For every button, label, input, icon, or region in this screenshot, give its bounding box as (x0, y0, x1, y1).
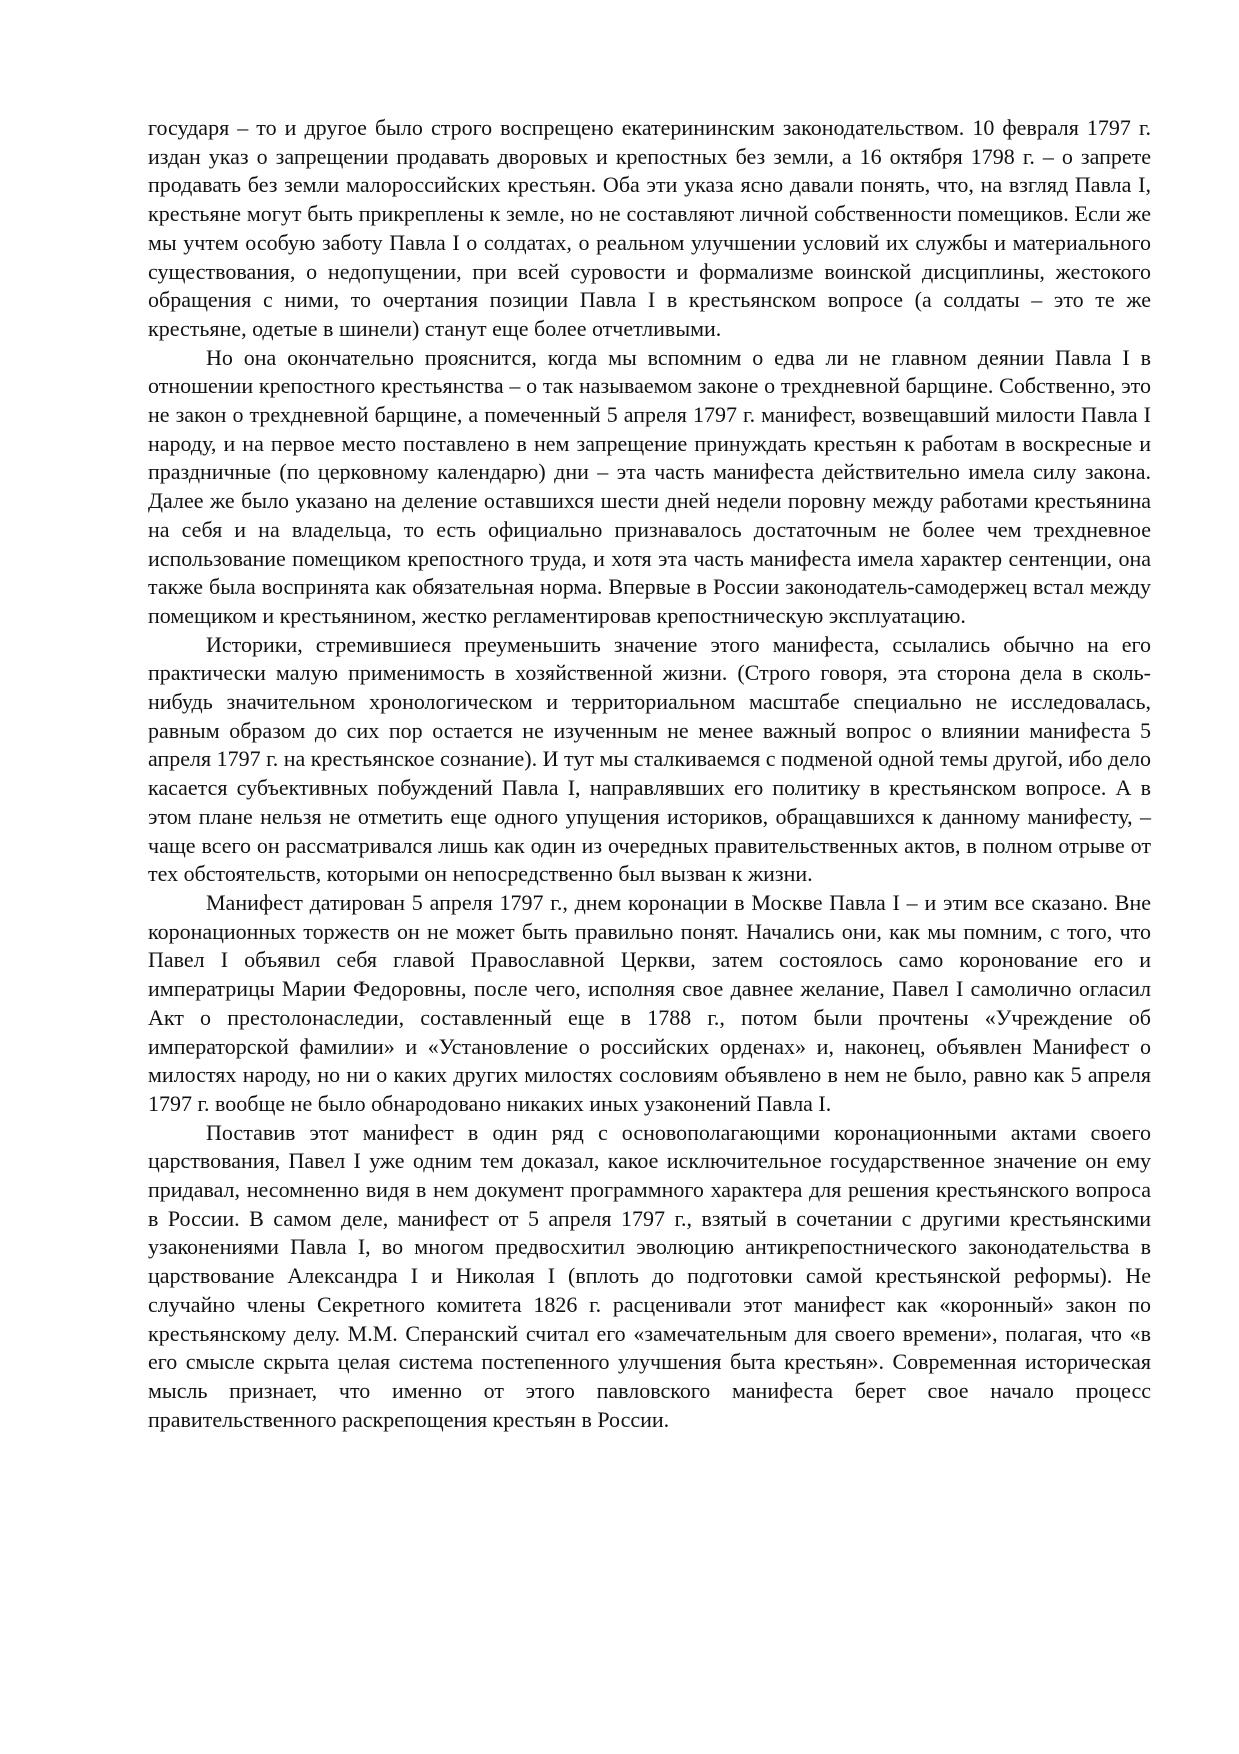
paragraph-continued: государя – то и другое было строго воспрещено екатерининским законодательством. 10 февраля 1797 г. издан указ о запрещении продавать дворовых и крепостных без земли, а 16 октября 1798 г. – о запрете продавать без земли малороссийских крестьян. Оба эти указа ясно давали понять, что, на взгляд Павла I, крестьяне могут быть прикреплены к земле, но не составляют личной собственности помещиков. Если же мы учтем особую заботу Павла I о солдатах, о реальном улучшении условий их службы и материального существования, о недопущении, при всей суровости и формализме воинской дисциплины, жестокого обращения с ними, то очертания позиции Павла I в крестьянском вопросе (а солдаты – это те же крестьяне, одетые в шинели) станут еще более отчетливыми. (148, 115, 1151, 341)
paragraph: Поставив этот манифест в один ряд с основополагающими коронационными актами своего царствования, Павел I уже одним тем доказал, какое исключительное государственное значение он ему придавал, несомненно видя в нем документ программного характера для решения крестьянского вопроса в России. В самом деле, манифест от 5 апреля 1797 г., взятый в сочетании с другими крестьянскими узаконениями Павла I, во многом предвосхитил эволюцию антикрепостнического законодательства в царствование Александра I и Николая I (вплоть до подготовки самой крестьянской реформы). Не случайно члены Секретного комитета 1826 г. расценивали этот манифест как «коронный» закон по крестьянскому делу. М.М. Сперанский считал его «замечательным для своего времени», полагая, что «в его смысле скрыта целая система постепенного улучшения быта крестьян». Современная историческая мысль признает, что именно от этого павловского манифеста берет свое начало процесс правительственного раскрепощения крестьян в России. (148, 1119, 1151, 1432)
paragraph: Манифест датирован 5 апреля 1797 г., днем коронации в Москве Павла I – и этим все сказано. Вне коронационных торжеств он не может быть правильно понят. Начались они, как мы помним, с того, что Павел I объявил себя главой Православной Церкви, затем состоялось само коронование его и императрицы Марии Федоровны, после чего, исполняя свое давнее желание, Павел I самолично огласил Акт о престолонаследии, составленный еще в 1788 г., потом были прочтены «Учреждение об императорской фамилии» и «Установление о российских орденах» и, наконец, объявлен Манифест о милостях народу, но ни о каких других милостях сословиям объявлено в нем не было, равно как 5 апреля 1797 г. вообще не было обнародовано никаких иных узаконений Павла I. (148, 889, 1151, 1116)
paragraph: Историки, стремившиеся преуменьшить значение этого манифеста, ссылались обычно на его практически малую применимость в хозяйственной жизни. (Строго говоря, эта сторона дела в сколь-нибудь значительном хронологическом и территориальном масштабе специально не исследовалась, равным образом до сих пор остается не изученным не менее важный вопрос о влиянии манифеста 5 апреля 1797 г. на крестьянское сознание). И тут мы сталкиваемся с подменой одной темы другой, ибо дело касается субъективных побуждений Павла I, направлявших его политику в крестьянском вопросе. А в этом плане нельзя не отметить еще одного упущения историков, обращавшихся к данному манифесту, – чаще всего он рассматривался лишь как один из очередных правительственных актов, в полном отрыве от тех обстоятельств, которыми он непосредственно был вызван к жизни. (148, 631, 1151, 887)
document-page (148, 114, 1151, 1434)
paragraph: Но она окончательно прояснится, когда мы вспомним о едва ли не главном деянии Павла I в отношении крепостного крестьянства – о так называемом законе о трехдневной барщине. Собственно, это не закон о трехдневной барщине, а помеченный 5 апреля 1797 г. манифест, возвещавший милости Павла I народу, и на первое место поставлено в нем запрещение принуждать крестьян к работам в воскресные и праздничные (по церковному календарю) дни – эта часть манифеста действительно имела силу закона. Далее же было указано на деление оставшихся шести дней недели поровну между работами крестьянина на себя и на владельца, то есть официально признавалось достаточным не более чем трехдневное использование помещиком крепостного труда, и хотя эта часть манифеста имела характер сентенции, она также была воспринята как обязательная норма. Впервые в России законодатель-самодержец встал между помещиком и крестьянином, жестко регламентировав крепостническую эксплуатацию. (148, 344, 1151, 628)
